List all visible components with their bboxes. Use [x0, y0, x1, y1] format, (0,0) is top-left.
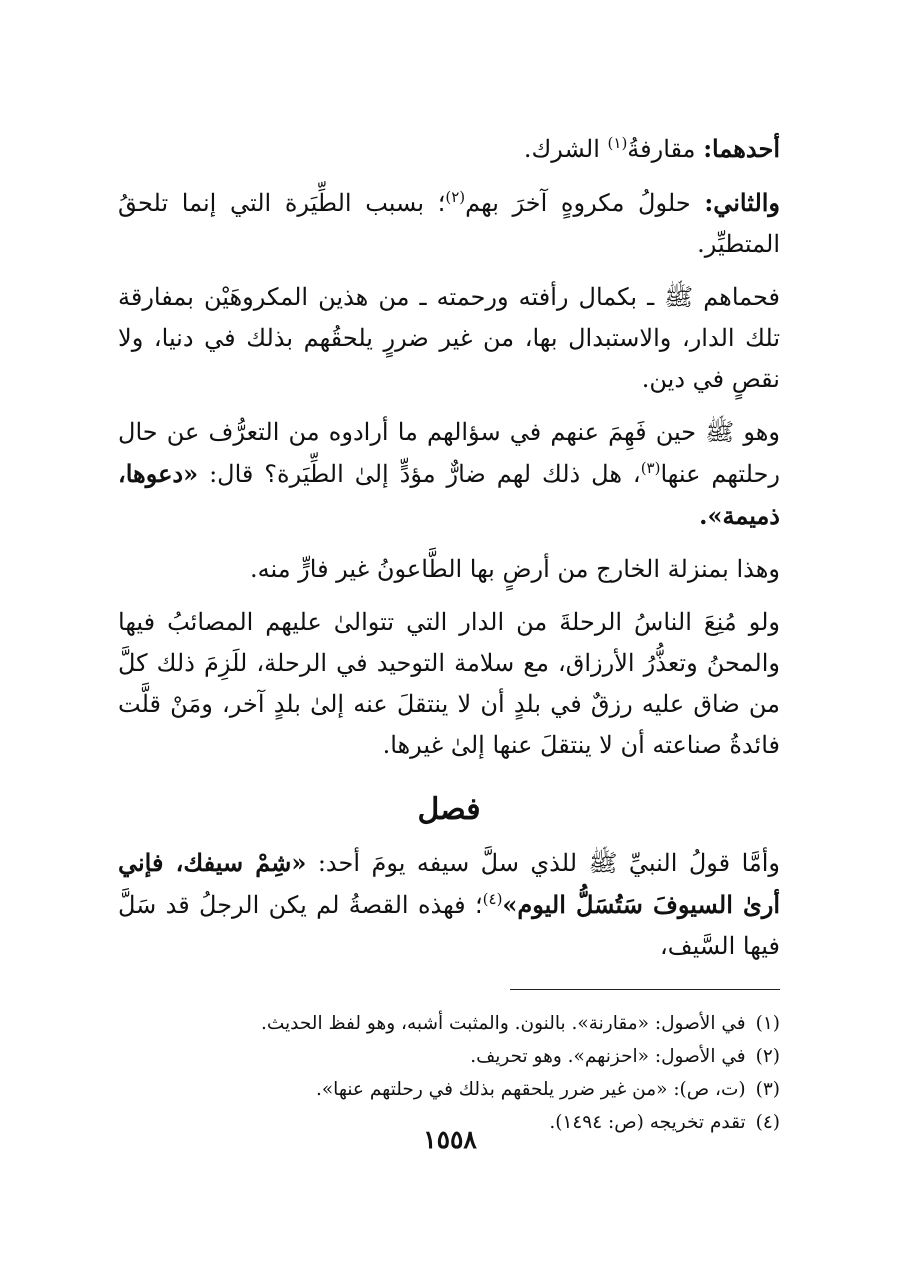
paragraph-text: وأمَّا قولُ النبيِّ ﷺ للذي سلَّ سيفه يومَ أحد: [317, 849, 780, 877]
paragraph-text: فحماهم ﷺ ـ بكمال رأفته ورحمته ـ من هذين المكروهَيْن بمفارقة تلك الدار، والاستبدال بها، من غير ضررٍ يلحقُهم بذلك في دنيا، ولا نقصٍ في دين. [118, 283, 781, 393]
paragraph-text: مقارفةُ [627, 135, 696, 163]
footnote-text: في الأصول: «احزنهم». وهو تحريف. [470, 1046, 746, 1067]
footnote-ref: (٢) [445, 188, 466, 206]
footnote-ref: (٤) [482, 890, 503, 908]
paragraph-6 [118, 602, 780, 766]
footnote [118, 1041, 780, 1072]
paragraph-lead: والثاني: [704, 188, 781, 217]
footnotes [118, 1008, 780, 1138]
paragraph-tail: الشرك. [523, 135, 600, 163]
hadith-quote: «دعوها، ذميمة». [118, 459, 780, 530]
footnote-text: في الأصول: «مقارنة». بالنون. والمثبت أشبه، وهو لفظ الحديث. [260, 1013, 746, 1034]
paragraph-2 [118, 182, 780, 265]
paragraph-4 [118, 412, 780, 537]
footnote-divider [510, 989, 780, 990]
footnote-text: تقدم تخريجه (ص: ١٤٩٤). [549, 1112, 746, 1133]
paragraph-tail: ؛ فهذه القصةُ لم يكن الرجلُ قد سَلَّ فيها السَّيف، [118, 891, 780, 960]
paragraph-3 [118, 277, 780, 400]
footnote-text: (ت، ص): «من غير ضرر يلحقهم بذلك في رحلتهم عنها». [315, 1079, 746, 1100]
paragraph-text: وهذا بمنزلة الخارج من أرضٍ بها الطَّاعونُ غير فارٍّ منه. [249, 555, 780, 583]
paragraph-tail: ، هل ذلك لهم ضارٌّ مؤدٍّ إلىٰ الطِّيَرة؟ قال: [209, 460, 641, 488]
footnote-number: (١) [755, 1013, 780, 1034]
footnote-number: (٤) [755, 1112, 780, 1133]
paragraph-text: وهو ﷺ حين فَهِمَ عنهم في سؤالهم ما أرادوه من التعرُّف عن حال رحلتهم عنها [118, 418, 780, 488]
footnote-ref: (٣) [640, 459, 661, 477]
footnote-ref: (١) [607, 134, 628, 152]
paragraph-7 [118, 842, 780, 967]
paragraph-text: ولو مُنِعَ الناسُ الرحلةَ من الدار التي تتوالىٰ عليهم المصائبُ فيها والمحنُ وتعذُّرُ الأرزاق، مع سلامة التوحيد في الرحلة، للَزِمَ ذلك كلَّ من ضاق عليه رزقٌ في بلدٍ أن لا ينتقلَ عنه إلىٰ بلدٍ آخر، ومَنْ قلَّت فائدةُ صناعته أن لا ينتقلَ عنها إلىٰ غيرها. [118, 608, 781, 759]
footnote [118, 1008, 780, 1039]
paragraph-5 [118, 549, 780, 590]
page-number: ١٥٥٨ [423, 1125, 477, 1154]
hadith-quote: «شِمْ سيفك، فإني أرىٰ السيوفَ سَتُسَلُّ اليوم» [118, 848, 781, 919]
paragraph-1 [118, 128, 780, 170]
paragraph-text: حلولُ مكروهٍ آخرَ بهم [465, 189, 691, 217]
paragraph-lead: أحدهما: [703, 134, 780, 163]
footnote [118, 1074, 780, 1105]
paragraph-tail: ؛ بسبب الطِّيَرة التي إنما تلحقُ المتطيِّر. [118, 189, 780, 258]
section-heading: فصل [417, 792, 481, 827]
footnote-number: (٣) [755, 1079, 780, 1100]
footnote-number: (٢) [755, 1046, 780, 1067]
